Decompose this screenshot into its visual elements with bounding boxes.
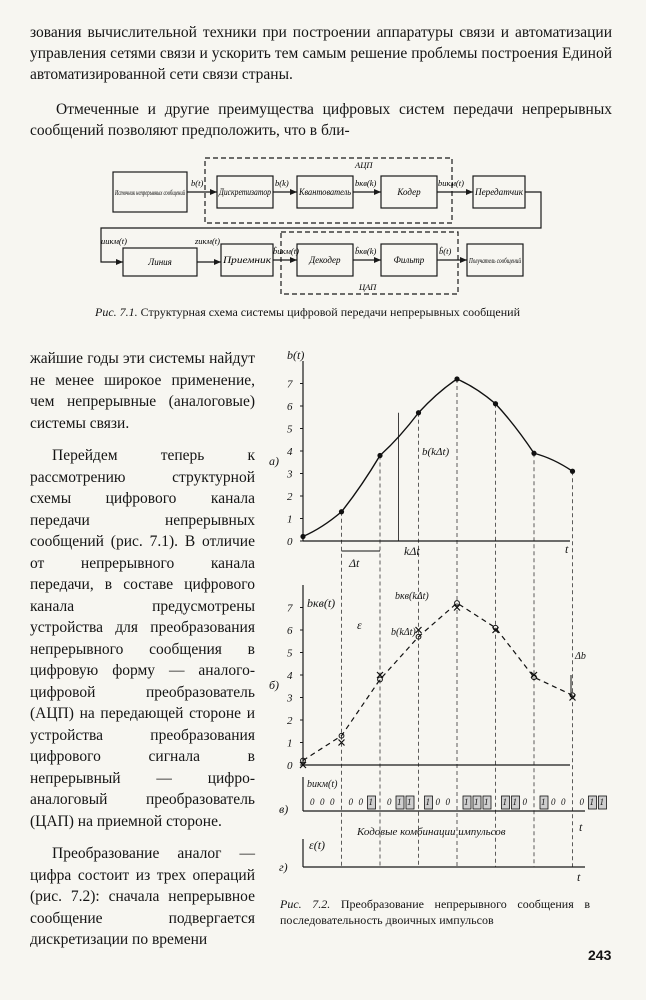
signal-bhat-kv-k: b̂кв(k) [355,246,377,256]
panel-a-yticklabel-0: 0 [287,536,293,548]
panel-b-yticklabel-1: 1 [287,737,293,750]
panel-b-annot-bkv: bкв(kΔt) [395,591,429,602]
panel-a-sample-0 [300,534,305,539]
signal-b-k: b(k) [275,178,289,188]
panel-c-bit-6-1: 0 [551,797,556,807]
panel-a-sample-7 [570,469,575,474]
panel-c-bit-4-2: 1 [484,797,489,807]
panel-c-bit-0-0: 0 [310,797,315,807]
signal-bhat-ikm-t: b̂икм(t) [273,246,299,256]
signal-bhat-t: b̂(t) [439,246,452,256]
panel-c-bit-5-0: 1 [502,797,507,807]
column-paragraph-3: Преобразование аналог — цифра состоит из трех операций (рис. 7.2): сначала непрерывное сообщение подвергается дискретизации по времени [30,845,255,948]
block-source: Источник непрерывных сообщений [114,189,186,197]
panel-d-xlabel: t [577,870,581,884]
figure-7-2-caption [280,896,590,928]
left-text-column [30,348,255,951]
block-decoder: Декодер [309,255,341,265]
panel-c-bits-label: Кодовые комбинации импульсов [357,826,506,838]
panel-c-xlabel: t [579,820,583,834]
panel-c-label: в) [279,802,289,816]
panel-c-bit-2-0: 0 [387,797,392,807]
block-transmitter: Передатчик [473,187,524,197]
paragraph-second: Отмеченные и другие преимущества цифровых систем передачи непрерывных сообщений позволяют предположить, что в бли- [30,101,612,139]
panel-a-kdt-label: kΔt [404,544,420,558]
panel-c-bit-1-0: 0 [348,797,353,807]
panel-c-bit-2-1: 1 [397,797,402,807]
panel-a-annotation: b(kΔt) [422,446,450,458]
panel-b-yticklabel-4: 4 [287,670,293,682]
figure-7-1-caption [95,304,550,320]
panel-c-bit-0-1: 0 [320,797,325,807]
panel-b-delta-b: Δb [575,651,586,662]
figure-7-1-caption-label: Рис. 7.1. [95,305,138,319]
figure-7-2-caption-label: Рис. 7.2. [280,897,331,911]
panel-b-yticklabel-6: 6 [287,625,293,637]
figure-7-2-signal-plots [265,345,604,885]
panel-c-bit-6-2: 0 [561,797,566,807]
column-paragraph-1: жайшие годы эти системы найдут не менее широкое применение, чем непрерывные (аналоговые) системы связи. [30,350,255,432]
panel-c-bit-3-1: 0 [435,797,440,807]
panel-a-ylabel: b(t) [287,348,305,362]
panel-c-bit-1-2: 1 [368,797,373,807]
block-coder: Кодер [397,187,421,197]
panel-a-yticklabel-5: 5 [287,423,293,436]
panel-c-bit-5-2: 0 [522,797,527,807]
panel-c-bit-7-2: 1 [599,797,604,807]
panel-a-sample-5 [493,401,498,406]
panel-d-ylabel: ε(t) [309,838,326,852]
panel-c-bit-4-1: 1 [474,797,479,807]
panel-a-sample-4 [454,376,459,381]
panel-a-yticklabel-3: 3 [287,468,293,481]
panel-a-yticklabel-1: 1 [287,513,293,526]
panel-c-bit-7-0: 0 [579,797,584,807]
panel-d-label: г) [279,860,288,874]
signal-b-t: b(t) [191,178,204,188]
panel-a-yticklabel-2: 2 [287,491,293,503]
panel-a-sample-2 [377,453,382,458]
signal-zikm-t: zикм(t) [195,236,220,246]
signal-uikm-t: uикм(t) [101,236,127,246]
dac-label: ЦАП [359,282,377,292]
figure-7-1-caption-text: Структурная схема системы цифровой передачи непрерывных сообщений [140,305,521,319]
panel-a-sample-6 [531,451,536,456]
signal-bkv-k: bкв(k) [355,178,377,188]
panel-c-ylabel: bикм(t) [307,779,338,790]
panel-a-yticklabel-7: 7 [287,378,293,391]
block-quantizer: Квантователь [298,187,351,197]
panel-b-yticklabel-2: 2 [287,715,293,727]
panel-a-yticklabel-6: 6 [287,401,293,413]
panel-b-label: б) [269,678,280,692]
block-sampler: Дискретизатор [218,187,272,197]
panel-c-bit-2-2: 1 [407,797,412,807]
block-line: Линия [148,257,172,267]
panel-a-sample-1 [339,509,344,514]
panel-c-bit-4-0: 1 [464,797,469,807]
signal-bikm-t: bикм(t) [438,178,464,188]
panel-b-yticklabel-5: 5 [287,647,293,660]
panel-b-yticklabel-7: 7 [287,602,293,615]
panel-a-yticklabel-4: 4 [287,446,293,458]
panel-c-bit-1-1: 0 [358,797,363,807]
column-paragraph-2: Перейдем теперь к рассмотрению структурной схемы цифрового канала передачи непрерывных сообщений (рис. 7.1). В отличие от непрерывного канала передачи, в составе цифрового канала предусмотрены устройства для преобразования непрерывного сообщения в цифровую форму — аналого-цифровой преобразователь (АЦП) на передающей стороне и устройства преобразования цифрового сигнала в непрерывный — цифро-аналоговый преобразователь (ЦАП) на приемной стороне. [30,447,255,830]
panel-a-sample-3 [416,410,421,415]
adc-label: АЦП [355,160,373,170]
panel-c-bit-6-0: 1 [541,797,546,807]
figure-7-2-caption-text: Преобразование непрерывного сообщения в последовательность двоичных импульсов [280,897,591,927]
panel-b-epsilon: ε [357,618,362,632]
panel-c-bit-7-1: 1 [589,797,594,807]
panel-c-bit-5-1: 1 [512,797,517,807]
panel-b-ylabel: bкв(t) [307,596,336,610]
figure-7-1-block-diagram [95,150,555,308]
block-recipient: Получатель сообщений [468,257,522,265]
page-number: 243 [588,947,612,963]
block-receiver: Приемник [221,255,272,265]
panel-a-label: а) [269,454,279,468]
panel-a-dt-label: Δt [349,556,360,570]
panel-c-bit-0-2: 0 [330,797,335,807]
panel-b-annot-b: b(kΔt) [391,627,416,638]
block-filter: Фильтр [393,255,425,265]
panel-b-yticklabel-0: 0 [287,760,293,772]
panel-c-bit-3-0: 1 [425,797,430,807]
panel-b-yticklabel-3: 3 [287,692,293,705]
panel-a-xlabel: t [565,542,569,556]
panel-c-bit-3-2: 0 [445,797,450,807]
paragraph-top: зования вычислительной техники при построении аппаратуры связи и автоматизации управления сетями связи и ускорить тем самым решение проблемы построения Единой автоматизированной сети связи страны. [30,24,612,83]
